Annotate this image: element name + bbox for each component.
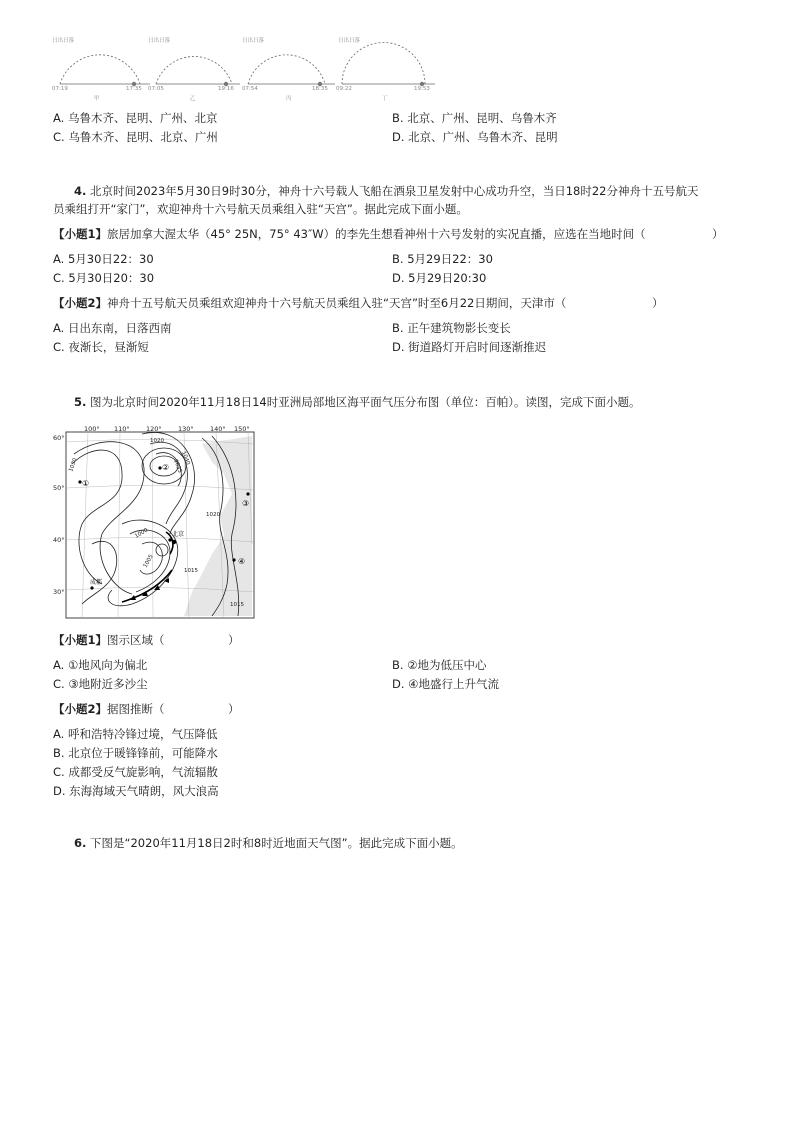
q4-sub1-option-b[interactable]: B. 5月29日22：30 [392, 252, 493, 266]
q4-sub2-option-d[interactable]: D. 街道路灯开启时间逐渐推迟 [392, 340, 547, 354]
isobar-value: 1030 [68, 457, 79, 473]
lon-label: 130° [178, 425, 194, 433]
q4-sub2-option-b[interactable]: B. 正午建筑物影长变长 [392, 321, 511, 335]
q3-option-c[interactable]: C. 乌鲁木齐、昆明、北京、广州 [53, 130, 218, 144]
q5-number: 5. [74, 395, 87, 409]
q4-sub2-option-c[interactable]: C. 夜渐长，昼渐短 [53, 340, 149, 354]
time-label: 09:22 [336, 86, 352, 92]
q5-sub1-option-c[interactable]: C. ③地附近多沙尘 [53, 677, 148, 691]
q4-sub1-option-c[interactable]: C. 5月30日20：30 [53, 271, 155, 285]
q3-option-a[interactable]: A. 乌鲁木齐、昆明、广州、北京 [53, 111, 218, 125]
lat-label: 40° [53, 536, 65, 544]
city-label: 丙 [286, 96, 292, 102]
isobar-value: 1015 [184, 568, 198, 574]
q5-sub2-label: 【小题2】 [53, 702, 108, 716]
q4-sub2-close: ） [652, 296, 664, 310]
isobar-value: 1020 [206, 512, 220, 518]
lon-label: 110° [114, 425, 130, 433]
q5-sub2-text: 据图推断（ [107, 702, 165, 716]
q5-sub1-option-b[interactable]: B. ②地为低压中心 [392, 658, 487, 672]
lat-label: 30° [53, 588, 65, 596]
time-label: 19:16 [218, 86, 234, 92]
q5-sub1-text: 图示区域（ [107, 633, 165, 647]
q4-sub2-label: 【小题2】 [53, 296, 108, 310]
q5-sub1-label: 【小题1】 [53, 633, 108, 647]
place-chengdu: 成都 [90, 579, 103, 586]
daylight-label-3: 日出日落 [242, 38, 265, 44]
q5-sub1-option-d[interactable]: D. ④地盛行上升气流 [392, 677, 499, 691]
q4-number: 4. [74, 184, 87, 198]
isobar-value: 1000 [134, 527, 150, 540]
isobar-value: 1005 [142, 553, 155, 569]
q4-sub1-option-d[interactable]: D. 5月29日20:30 [392, 271, 487, 285]
isobar-value: 1040 [180, 450, 191, 466]
city-label: 丁 [382, 96, 388, 102]
time-label: 07:05 [148, 86, 164, 92]
time-label: 07:19 [52, 86, 68, 92]
q5-sub2-stem [53, 701, 165, 718]
isobar-value: 1035 [172, 458, 183, 474]
place-2: ② [162, 463, 170, 472]
daylight-label-1: 日出日落 [52, 38, 75, 44]
q5-stem [74, 394, 640, 411]
sea-level-pressure-map [52, 424, 256, 622]
q5-sub1-option-a[interactable]: A. ①地风向为偏北 [53, 658, 148, 672]
place-3: ③ [242, 499, 250, 508]
place-1: ① [82, 479, 90, 488]
time-label: 18:35 [312, 86, 328, 92]
q4-sub2-text: 神舟十五号航天员乘组欢迎神舟十六号航天员乘组入驻“天宫”时至6月22日期间，天津市（ [107, 296, 567, 310]
q5-sub2-option-d[interactable]: D. 东海海域天气晴朗，风大浪高 [53, 784, 219, 798]
place-beijing: 北京 [172, 531, 185, 538]
q5-stem-text: 图为北京时间2020年11月18日14时亚洲局部地区海平面气压分布图（单位：百帕）。读图，完成下面小题。 [90, 395, 641, 409]
place-4: ④ [238, 557, 246, 566]
q5-sub2-option-c[interactable]: C. 成都受反气旋影响，气流辐散 [53, 765, 218, 779]
q4-sub2-option-a[interactable]: A. 日出东南，日落西南 [53, 321, 172, 335]
q5-sub1-stem [53, 632, 165, 649]
q4-stem [74, 183, 764, 200]
q4-stem-line2: 员乘组打开“家门”，欢迎神舟十六号航天员乘组入驻“天宫”。据此完成下面小题。 [53, 202, 468, 216]
lon-label: 120° [146, 425, 162, 433]
time-label: 17:35 [126, 86, 142, 92]
q5-sub2-option-a[interactable]: A. 呼和浩特冷锋过境，气压降低 [53, 727, 218, 741]
q5-sub1-close: ） [228, 633, 240, 647]
daylight-label-4: 日出日落 [338, 38, 361, 44]
city-label: 乙 [190, 96, 196, 102]
q6-stem-text: 下图是“2020年11月18日2时和8时近地面天气图”。据此完成下面小题。 [90, 836, 463, 850]
daylight-label-2: 日出日落 [148, 38, 171, 44]
lon-label: 140° [210, 425, 226, 433]
q3-option-b[interactable]: B. 北京、广州、昆明、乌鲁木齐 [392, 111, 557, 125]
q4-sub2-stem [53, 295, 566, 312]
q4-sub1-text: 旅居加拿大渥太华（45° 25N，75° 43″W）的李先生想看神州十六号发射的实况直播，应选在当地时间（ [107, 227, 646, 241]
q3-option-d[interactable]: D. 北京、广州、乌鲁木齐、昆明 [392, 130, 558, 144]
time-label: 07:54 [242, 86, 258, 92]
isobar-value: 1020 [150, 438, 164, 444]
q4-sub1-option-a[interactable]: A. 5月30日22：30 [53, 252, 154, 266]
daylight-arcs-figure [50, 32, 450, 104]
time-label: 19:53 [414, 86, 430, 92]
city-label: 甲 [94, 96, 100, 102]
lon-label: 100° [84, 425, 100, 433]
q5-sub2-close: ） [228, 702, 240, 716]
q4-sub1-close: ） [712, 227, 724, 241]
q5-sub2-option-b[interactable]: B. 北京位于暖锋锋前，可能降水 [53, 746, 218, 760]
q4-stem-line1: 北京时间2023年5月30日9时30分，神舟十六号载人飞船在酒泉卫星发射中心成功升空，当日18时22分神舟十五号航天 [90, 184, 699, 198]
q6-stem [74, 835, 463, 852]
q4-sub1-label: 【小题1】 [53, 227, 108, 241]
lat-label: 50° [53, 484, 65, 492]
lon-label: 150° [234, 425, 250, 433]
isobar-value: 1015 [230, 602, 244, 608]
lat-label: 60° [53, 434, 65, 442]
q4-sub1-stem [53, 226, 646, 243]
q6-number: 6. [74, 836, 87, 850]
